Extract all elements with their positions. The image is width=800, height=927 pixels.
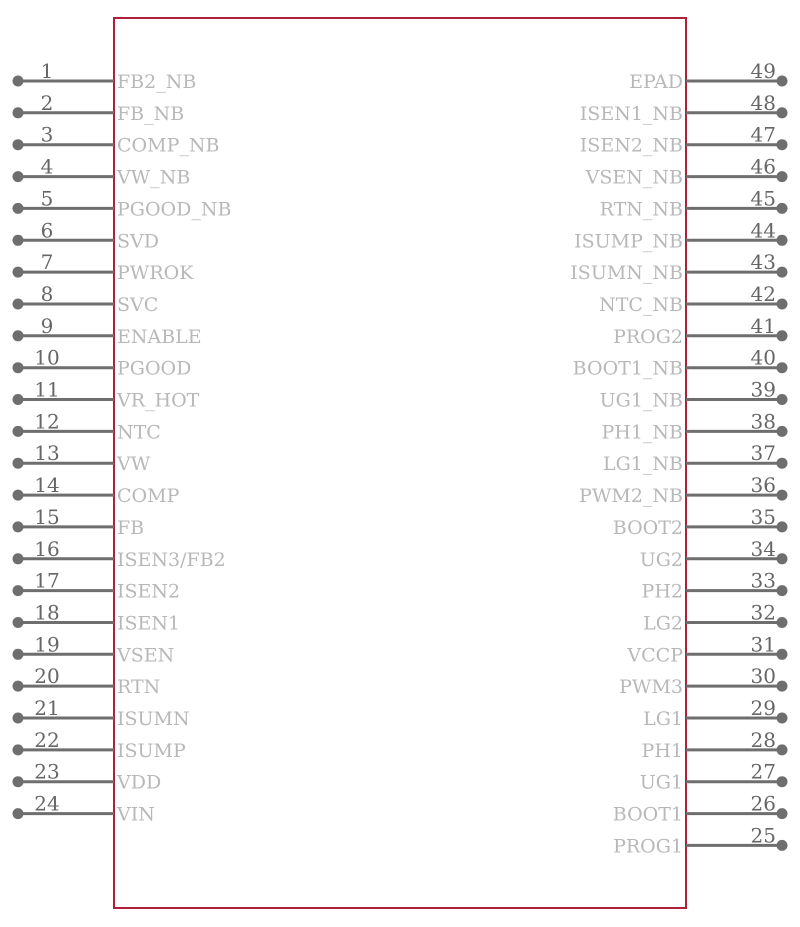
pin-number: 1 [40,59,54,83]
pin-number: 27 [750,759,776,784]
pin-name: UG1 [639,771,683,794]
pin-number: 38 [750,409,776,434]
pin-number: 7 [40,250,54,275]
pin-terminal-dot [13,458,24,469]
pin-2 [13,91,185,125]
pin-name: ISUMN_NB [570,262,683,285]
pin-name: ISUMP_NB [574,230,683,253]
pin-27 [640,760,788,794]
pin-terminal-dot [777,107,788,118]
pin-17 [13,569,181,603]
pin-name: ISEN1 [117,612,181,635]
pin-number: 45 [750,186,776,211]
pin-30 [619,664,787,698]
pin-name: VW_NB [117,166,191,189]
pin-4 [13,155,191,189]
pin-name: NTC [117,421,161,444]
pin-terminal-dot [13,330,24,341]
pin-name: COMP_NB [117,134,220,157]
pin-name: PWM3 [619,676,683,699]
pin-42 [599,282,787,316]
pin-name: VIN [117,803,155,826]
pin-19 [13,632,175,666]
pin-number: 19 [34,632,60,657]
pin-terminal-dot [13,681,24,692]
pin-name: FB [117,516,145,539]
pin-24 [13,792,155,826]
pin-terminal-dot [13,235,24,246]
pin-21 [13,696,190,730]
pin-23 [13,760,162,794]
pin-name: RTN [117,676,161,699]
pin-name: PH2 [641,580,683,603]
pin-44 [574,218,787,252]
pin-name: EPAD [629,71,683,93]
pin-number: 24 [34,791,60,816]
pin-number: 16 [34,536,60,561]
pin-terminal-dot [13,585,24,596]
pin-terminal-dot [777,171,788,182]
pin-name: LG2 [643,612,683,635]
pin-terminal-dot [777,490,788,501]
pin-number: 32 [750,600,776,625]
pin-number: 5 [40,186,54,211]
pin-name: ISUMN [117,708,190,730]
pin-terminal-dot [777,681,788,692]
pin-number: 21 [34,696,60,720]
pin-number: 30 [750,664,776,689]
pin-9 [13,314,202,348]
pin-39 [600,378,788,412]
pin-terminal-dot [13,394,24,405]
pin-terminal-dot [777,458,788,469]
pin-terminal-dot [13,107,24,118]
pin-terminal-dot [777,267,788,278]
pin-name: PROG1 [613,835,683,858]
pin-name: PGOOD [117,357,192,380]
pin-number: 39 [750,377,776,402]
pin-number: 31 [750,632,776,657]
pin-terminal-dot [13,426,24,437]
pin-number: 37 [750,441,776,466]
pin-40 [573,346,788,380]
pin-49 [629,59,787,93]
pin-number: 42 [750,282,776,306]
pin-48 [580,91,788,125]
pin-22 [13,728,186,762]
pin-name: BOOT1_NB [572,357,683,380]
pin-number: 23 [34,759,60,784]
pin-terminal-dot [777,330,788,341]
pin-name: PGOOD_NB [117,198,232,221]
pin-name: PROG2 [613,325,683,348]
pin-number: 14 [34,473,60,498]
pin-name: RTN_NB [599,198,683,221]
pin-number: 43 [750,250,776,275]
pin-28 [642,728,788,762]
pin-number: 25 [750,823,776,848]
pin-name: PH1 [641,739,683,762]
pin-number: 40 [750,345,776,370]
pin-name: VW [117,453,151,476]
pin-terminal-dot [777,426,788,437]
right-pin-group [570,59,787,857]
pin-15 [13,505,145,539]
pin-34 [640,537,788,571]
pin-32 [643,601,787,635]
pin-37 [603,441,787,475]
pin-name: UG2 [639,548,683,571]
pin-name: ISUMP [117,739,186,762]
pin-11 [13,378,200,412]
pin-number: 13 [34,441,60,466]
pin-number: 17 [34,568,60,593]
pin-number: 8 [40,282,54,306]
pin-terminal-dot [777,521,788,532]
pin-number: 18 [34,600,60,625]
pin-number: 6 [40,218,54,243]
pin-name: LG1 [643,708,683,730]
pin-terminal-dot [13,808,24,819]
pin-name: UG1_NB [599,389,683,412]
pin-name: COMP [117,485,180,508]
pin-terminal-dot [777,840,788,851]
pin-47 [580,123,788,157]
pin-number: 47 [750,122,776,147]
pin-terminal-dot [13,744,24,755]
pin-terminal-dot [777,139,788,150]
pin-number: 34 [750,536,776,561]
pin-terminal-dot [13,203,24,214]
pin-terminal-dot [777,617,788,628]
pin-name: PH1_NB [601,421,683,444]
pin-number: 11 [34,377,60,402]
pin-number: 28 [750,727,776,752]
pin-terminal-dot [13,299,24,310]
pin-number: 48 [750,90,776,115]
pin-name: BOOT1 [612,803,683,826]
pin-terminal-dot [777,299,788,310]
pin-name: VSEN [117,644,175,667]
pin-terminal-dot [13,490,24,501]
pin-terminal-dot [13,553,24,564]
pin-terminal-dot [777,713,788,724]
pin-terminal-dot [777,76,788,87]
pin-terminal-dot [13,139,24,150]
pin-name: PWM2_NB [579,485,683,508]
pin-38 [601,409,787,443]
pin-terminal-dot [777,744,788,755]
pin-1 [13,59,197,93]
pin-terminal-dot [777,553,788,564]
pin-3 [13,123,220,157]
pin-number: 3 [40,122,54,147]
pin-name: BOOT2 [612,516,683,539]
pin-name: ENABLE [117,325,202,348]
pin-number: 10 [34,345,60,370]
pin-terminal-dot [13,267,24,278]
pin-terminal-dot [13,521,24,532]
pin-name: ISEN2 [117,580,181,603]
pin-name: VDD [117,771,162,794]
pin-name: VCCP [627,644,683,667]
pin-8 [13,282,159,316]
pin-terminal-dot [13,713,24,724]
pin-name: ISEN2_NB [579,134,683,157]
pin-name: FB2_NB [117,71,197,93]
pin-name: VSEN_NB [585,166,683,189]
pin-18 [13,601,181,635]
pin-number: 46 [750,154,776,179]
pin-number: 12 [34,409,60,434]
pin-25 [613,823,787,857]
pin-name: ISEN1_NB [579,102,683,125]
pin-number: 41 [750,313,776,338]
pin-33 [642,569,788,603]
pin-16 [13,537,226,571]
pin-number: 2 [40,90,54,115]
pin-terminal-dot [777,649,788,660]
pin-terminal-dot [777,362,788,373]
pin-terminal-dot [13,649,24,660]
pin-name: PWROK [117,262,194,285]
pin-terminal-dot [13,776,24,787]
pin-7 [13,250,195,284]
pin-terminal-dot [777,394,788,405]
pin-terminal-dot [777,776,788,787]
pin-terminal-dot [777,235,788,246]
pin-number: 20 [34,664,60,689]
pin-terminal-dot [777,203,788,214]
pin-45 [600,186,788,220]
pin-name: ISEN3/FB2 [117,548,226,571]
pin-5 [13,186,232,220]
pin-number: 22 [34,727,60,752]
pin-31 [626,632,787,666]
pin-name: SVC [117,294,159,316]
pin-20 [13,664,161,698]
pin-name: FB_NB [117,102,185,125]
pin-number: 15 [34,504,60,529]
pin-number: 35 [750,504,776,529]
pin-14 [13,473,180,507]
pin-number: 36 [750,473,776,498]
pin-35 [613,505,788,539]
pin-name: LG1_NB [603,453,683,476]
pin-number: 33 [750,568,776,593]
pin-29 [643,696,787,730]
left-pin-group [13,59,232,826]
pin-number: 9 [40,313,54,338]
pin-26 [613,792,788,826]
pin-number: 26 [750,791,776,816]
pin-terminal-dot [777,585,788,596]
pin-12 [13,409,161,443]
pin-41 [613,314,787,348]
pin-10 [13,346,192,380]
pin-number: 44 [750,218,776,243]
pin-number: 4 [40,154,54,179]
pin-terminal-dot [13,171,24,182]
pin-terminal-dot [13,76,24,87]
pin-13 [13,441,151,475]
pin-6 [13,218,159,252]
pin-name: NTC_NB [599,294,683,316]
pin-36 [579,473,787,507]
pin-terminal-dot [13,617,24,628]
pin-number: 29 [750,696,776,720]
pin-name: SVD [117,230,159,253]
pin-number: 49 [750,59,776,83]
pin-43 [570,250,787,284]
pin-terminal-dot [777,808,788,819]
pin-name: VR_HOT [117,389,200,412]
pin-terminal-dot [13,362,24,373]
